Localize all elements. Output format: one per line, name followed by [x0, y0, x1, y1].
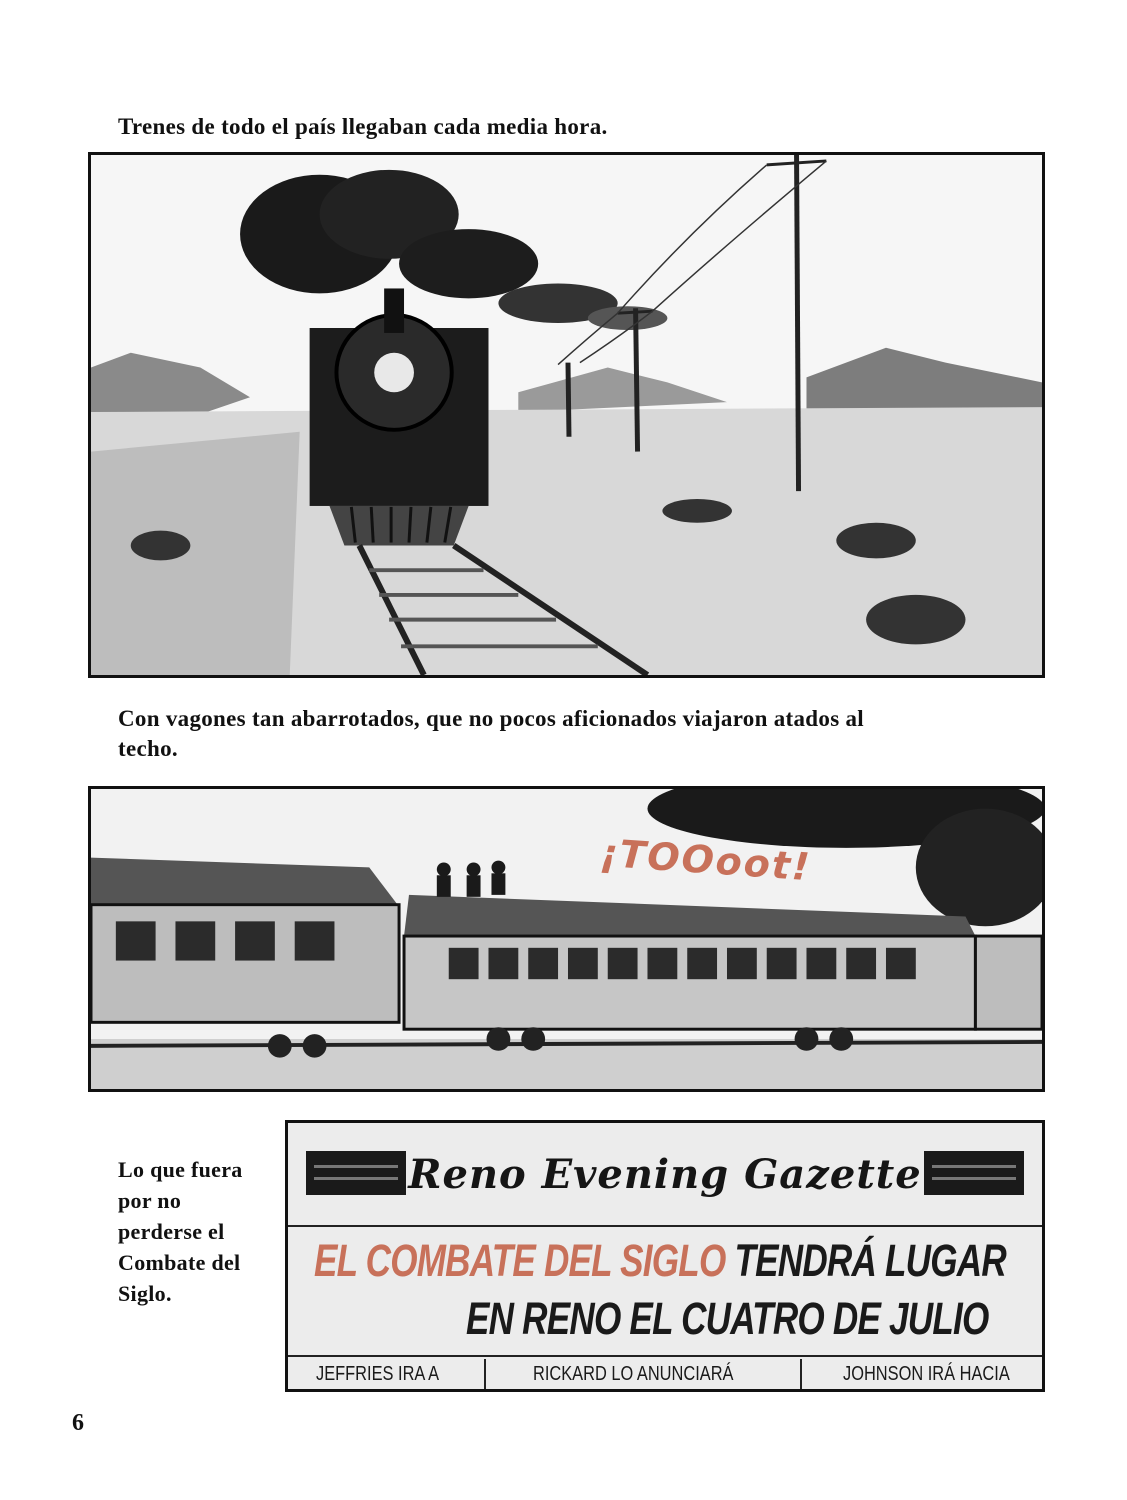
divider-rule: [288, 1355, 1042, 1357]
headline-line-2: EN RENO EL CUATRO DE JULIO: [466, 1293, 989, 1344]
masthead-bar-right: [924, 1151, 1024, 1195]
subhead-rickard: RICKARD LO ANUNCIARÁ: [533, 1363, 734, 1385]
panel-train-cars: [88, 786, 1045, 1092]
column-divider: [800, 1359, 802, 1389]
headline-line-1: [314, 1235, 1006, 1287]
caption-crowded-wagons: Con vagones tan abarrotados, que no pocos aficionados viajaron atados al techo.: [118, 706, 864, 761]
subhead-johnson: JOHNSON IRÁ HACIA: [843, 1363, 1010, 1385]
column-divider: [484, 1359, 486, 1389]
newspaper-title: Reno Evening Gazette: [408, 1150, 922, 1198]
page-number: 6: [72, 1410, 84, 1436]
train-cars-illustration: [91, 789, 1042, 1089]
subhead-jeffries: JEFFRIES IRA A: [316, 1363, 440, 1385]
sound-effect-tooot: ¡TOOoot!: [598, 830, 813, 890]
locomotive-illustration: [91, 155, 1042, 675]
divider-rule: [288, 1225, 1042, 1227]
caption-dont-miss-fight: Lo que fuera por no perderse el Combate del Siglo.: [118, 1157, 243, 1306]
caption-trains-arrive: Trenes de todo el país llegaban cada media hora.: [118, 114, 608, 139]
newspaper-clipping: [285, 1120, 1045, 1392]
headline-black-part: TENDRÁ LUGAR: [734, 1235, 1006, 1286]
headline-red-part: EL COMBATE DEL SIGLO: [314, 1235, 726, 1286]
panel-locomotive: [88, 152, 1045, 678]
